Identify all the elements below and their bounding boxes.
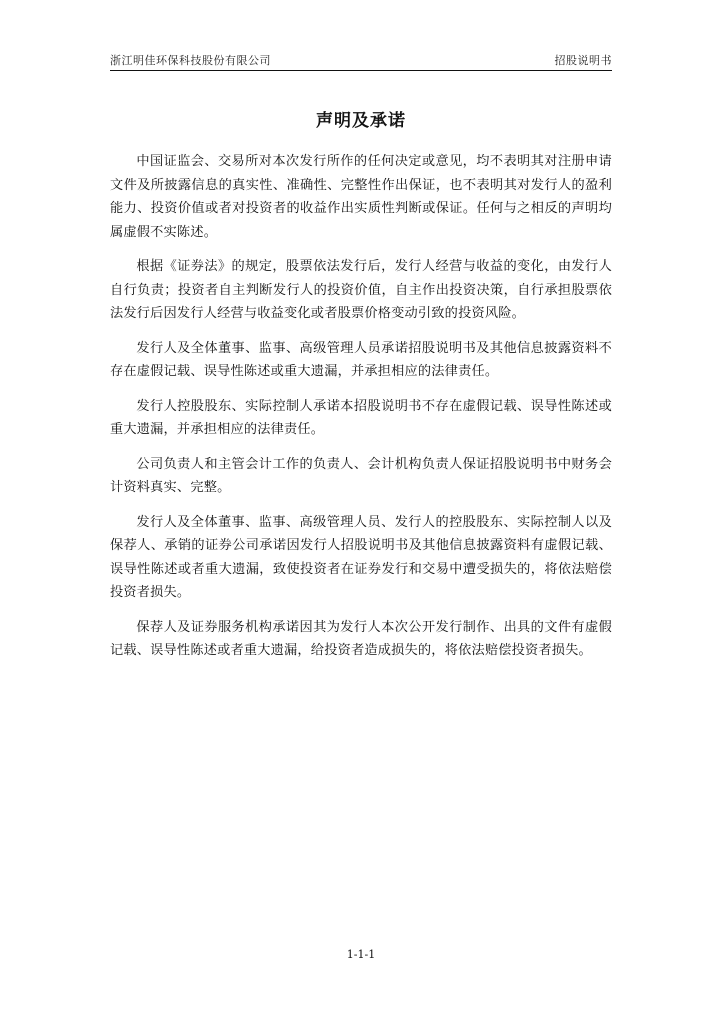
paragraph-3: 发行人及全体董事、监事、高级管理人员承诺招股说明书及其他信息披露资料不存在虚假记载、误导性陈述或重大遗漏，并承担相应的法律责任。 — [110, 340, 612, 379]
paragraph-4: 发行人控股股东、实际控制人承诺本招股说明书不存在虚假记载、误导性陈述或重大遗漏，并承担相应的法律责任。 — [110, 398, 612, 437]
header-divider — [110, 70, 612, 71]
paragraph-7: 保荐人及证券服务机构承诺因其为发行人本次公开发行制作、出具的文件有虚假记载、误导性陈述或者重大遗漏，给投资者造成损失的，将依法赔偿投资者损失。 — [110, 619, 612, 658]
page-number: 1-1-1 — [346, 948, 376, 961]
paragraph-2: 根据《证券法》的规定，股票依法发行后，发行人经营与收益的变化，由发行人自行负责；投资者自主判断发行人的投资价值，自主作出投资决策，自行承担股票依法发行后因发行人经营与收益变化或者股票价格变动引致的投资风险。 — [110, 259, 612, 321]
paragraph-6: 发行人及全体董事、监事、高级管理人员、发行人的控股股东、实际控制人以及保荐人、承销的证券公司承诺因发行人招股说明书及其他信息披露资料有虚假记载、误导性陈述或者重大遗漏，致使投资者在证券发行和交易中遭受损失的，将依法赔偿投资者损失。 — [110, 514, 612, 600]
page-title: 声明及承诺 — [316, 111, 406, 131]
paragraph-1: 中国证监会、交易所对本次发行所作的任何决定或意见，均不表明其对注册申请文件及所披露信息的真实性、准确性、完整性作出保证，也不表明其对发行人的盈利能力、投资价值或者对投资者的收益作出实质性判断或保证。任何与之相反的声明均属虚假不实陈述。 — [110, 154, 612, 240]
header-company-name: 浙江明佳环保科技股份有限公司 — [110, 54, 271, 67]
header-document-type: 招股说明书 — [554, 54, 612, 67]
document-body — [110, 150, 612, 674]
paragraph-5: 公司负责人和主管会计工作的负责人、会计机构负责人保证招股说明书中财务会计资料真实、完整。 — [110, 456, 612, 495]
